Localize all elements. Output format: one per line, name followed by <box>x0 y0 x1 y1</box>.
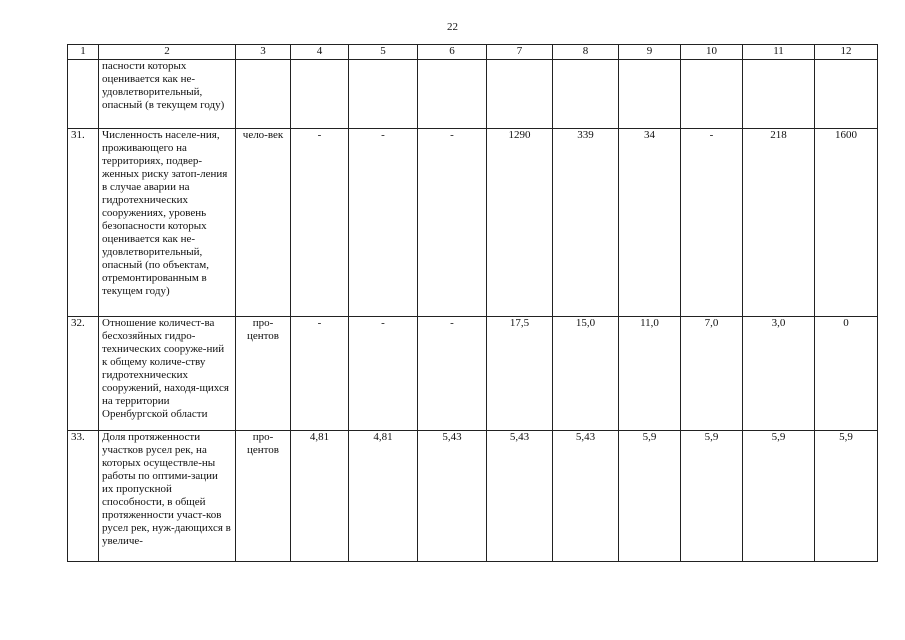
value-cell: 5,43 <box>487 431 553 562</box>
column-header: 3 <box>236 45 291 60</box>
column-header: 2 <box>99 45 236 60</box>
column-header: 1 <box>68 45 99 60</box>
value-cell: 5,9 <box>619 431 681 562</box>
column-header: 8 <box>553 45 619 60</box>
indicators-table <box>67 44 878 562</box>
value-cell <box>553 60 619 129</box>
indicator-name: Отношение количест-ва бесхозяйных гидро-технических сооруже-ний к общему количе-ству гидротехнических сооружений, находя-щихся на территории Оренбургской области <box>99 317 236 431</box>
value-cell: - <box>291 317 349 431</box>
value-cell: - <box>291 129 349 317</box>
value-cell: 1600 <box>815 129 878 317</box>
value-cell: 5,43 <box>553 431 619 562</box>
table-row <box>68 317 878 431</box>
unit-cell <box>236 60 291 129</box>
value-cell: 0 <box>815 317 878 431</box>
column-header: 10 <box>681 45 743 60</box>
table-row <box>68 60 878 129</box>
value-cell <box>291 60 349 129</box>
column-header: 12 <box>815 45 878 60</box>
value-cell <box>815 60 878 129</box>
unit-cell: про-центов <box>236 431 291 562</box>
value-cell <box>743 60 815 129</box>
column-header: 11 <box>743 45 815 60</box>
value-cell <box>619 60 681 129</box>
column-header: 4 <box>291 45 349 60</box>
value-cell: 4,81 <box>349 431 418 562</box>
indicator-name: Численность населе-ния, проживающего на территориях, подвер-женных риску затоп-ления в случае аварии на гидротехнических сооружениях, уровень безопасности которых оценивается как не-удовлетворительный, опасный (по объектам, отремонтированным в текущем году) <box>99 129 236 317</box>
value-cell: 11,0 <box>619 317 681 431</box>
value-cell: 5,9 <box>815 431 878 562</box>
value-cell: 15,0 <box>553 317 619 431</box>
table-row <box>68 431 878 562</box>
header-row <box>68 45 878 60</box>
value-cell: - <box>349 317 418 431</box>
value-cell: 339 <box>553 129 619 317</box>
column-header: 7 <box>487 45 553 60</box>
value-cell <box>418 60 487 129</box>
value-cell: 34 <box>619 129 681 317</box>
value-cell <box>487 60 553 129</box>
column-header: 5 <box>349 45 418 60</box>
value-cell: 4,81 <box>291 431 349 562</box>
value-cell: 17,5 <box>487 317 553 431</box>
value-cell <box>681 60 743 129</box>
indicator-name: пасности которых оценивается как не-удовлетворительный, опасный (в текущем году) <box>99 60 236 129</box>
table-row <box>68 129 878 317</box>
column-header: 6 <box>418 45 487 60</box>
value-cell: 5,43 <box>418 431 487 562</box>
value-cell <box>349 60 418 129</box>
indicator-name: Доля протяженности участков русел рек, на которых осуществле-ны работы по оптими-зации их пропускной способности, в общей протяженности участ-ков русел рек, нуж-дающихся в увеличе- <box>99 431 236 562</box>
row-number: 31. <box>68 129 99 317</box>
value-cell: 5,9 <box>681 431 743 562</box>
column-header: 9 <box>619 45 681 60</box>
row-number: 33. <box>68 431 99 562</box>
unit-cell: про-центов <box>236 317 291 431</box>
row-number <box>68 60 99 129</box>
value-cell: 5,9 <box>743 431 815 562</box>
value-cell: 3,0 <box>743 317 815 431</box>
value-cell: - <box>418 129 487 317</box>
value-cell: 7,0 <box>681 317 743 431</box>
value-cell: - <box>349 129 418 317</box>
value-cell: - <box>681 129 743 317</box>
unit-cell: чело-век <box>236 129 291 317</box>
value-cell: 1290 <box>487 129 553 317</box>
value-cell: 218 <box>743 129 815 317</box>
row-number: 32. <box>68 317 99 431</box>
value-cell: - <box>418 317 487 431</box>
page-number: 22 <box>447 21 458 33</box>
